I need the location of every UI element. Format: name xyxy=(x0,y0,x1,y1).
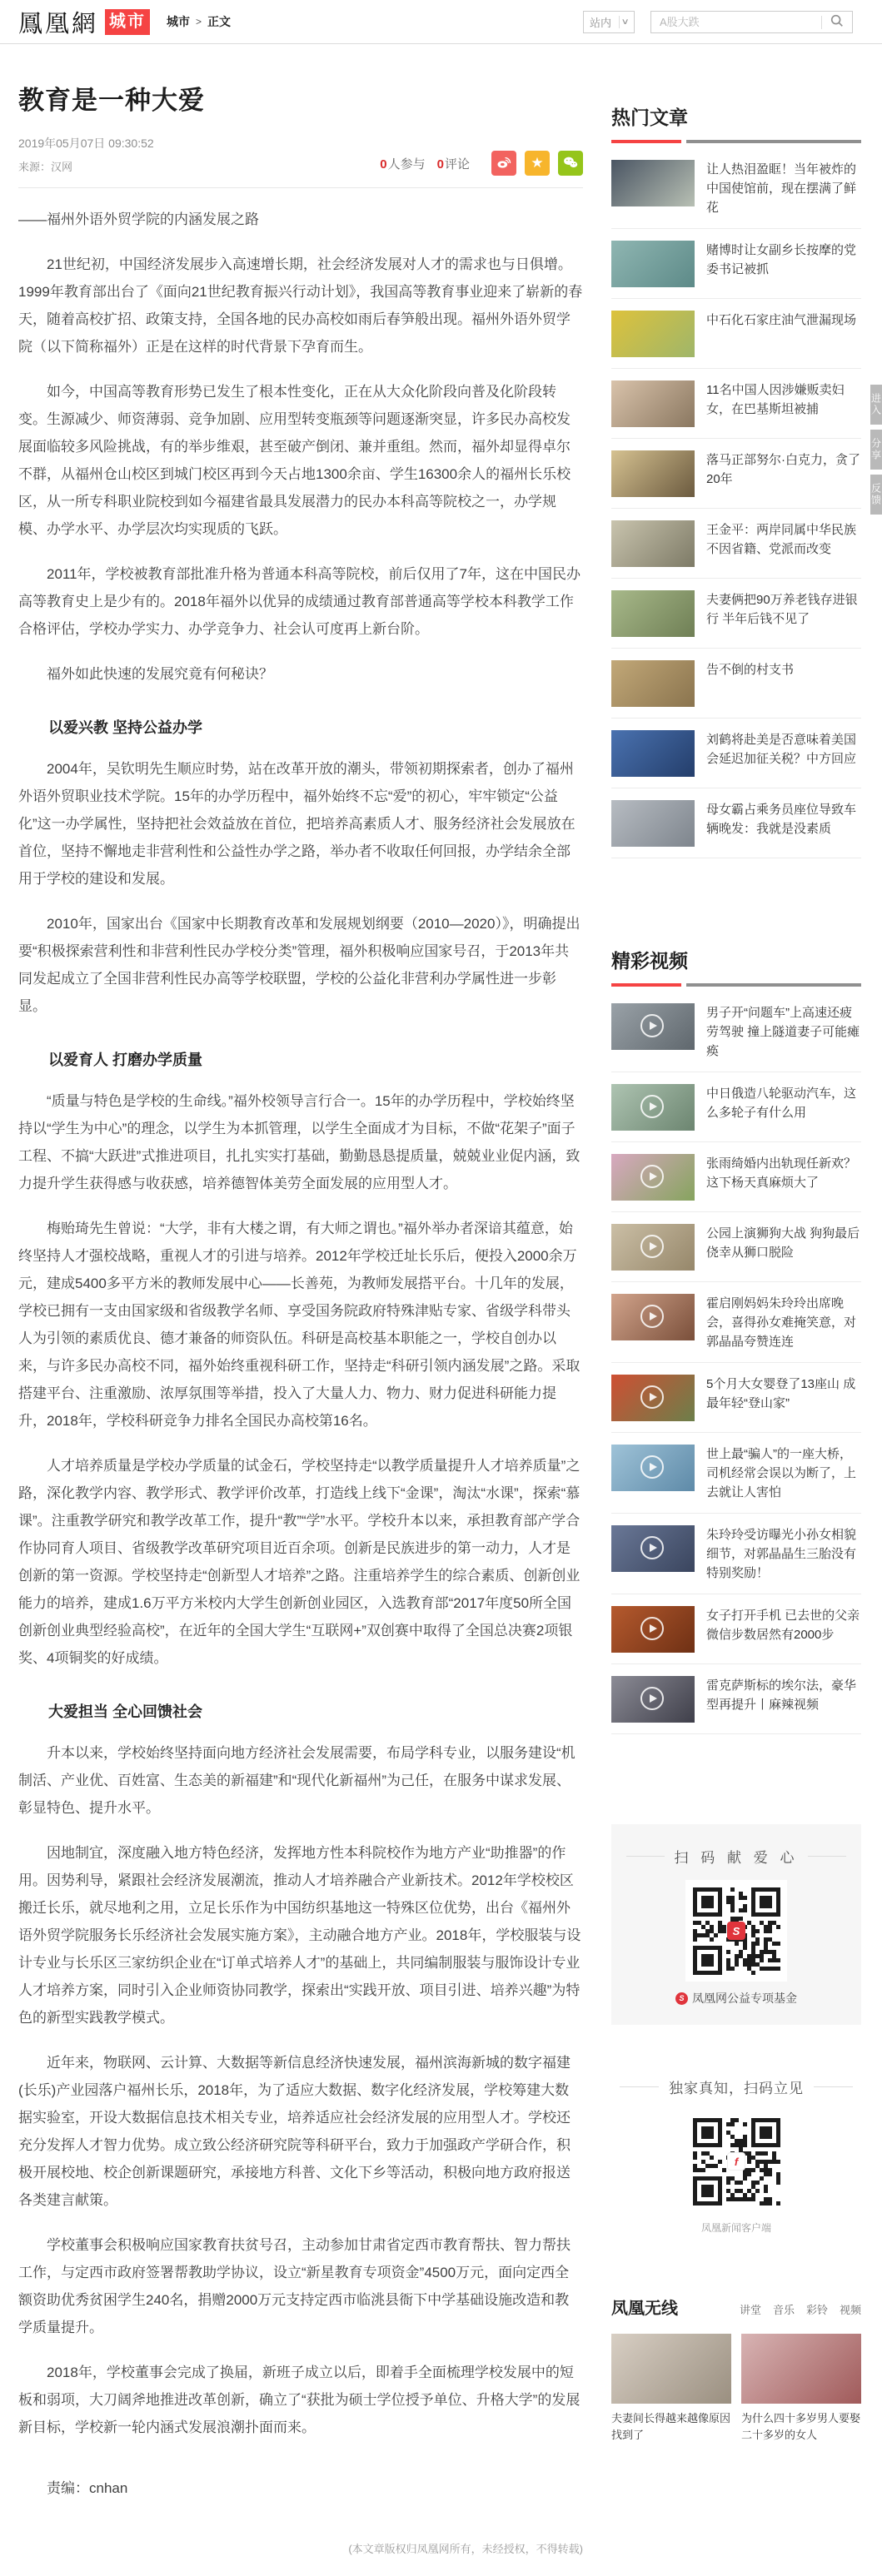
article-thumb xyxy=(611,730,695,777)
video-title[interactable]: 世上最“骗人”的一座大桥，司机经常会误以为断了，上去就让人害怕 xyxy=(706,1447,857,1499)
wireless-link[interactable]: 视频 xyxy=(839,2304,861,2316)
phoenix-dot-icon: S xyxy=(675,1992,688,2005)
video-thumb xyxy=(611,1375,695,1421)
video-thumb xyxy=(611,1525,695,1572)
wireless-card[interactable] xyxy=(611,2334,731,2444)
wireless-cards xyxy=(611,2334,861,2444)
floating-edge-tabs xyxy=(870,385,882,520)
play-icon xyxy=(640,1095,664,1118)
article-paragraph: 2010年，国家出台《国家中长期教育改革和发展规划纲要（2010—2020）》，明确提出要“积极探索营利性和非营利性民办学校分类”管理，福外积极响应国家号召，于2013年共同发起成立了全国非营利性民办高等学校联盟，学校的公益化非营利办学属性进一步彰显。 xyxy=(18,916,581,1014)
video-title[interactable]: 霍启刚妈妈朱玲玲出席晚会，喜得孙女难掩笑意，对郭晶晶夸赞连连 xyxy=(706,1296,857,1349)
ifeng-logo[interactable]: 鳳凰網 xyxy=(18,8,99,37)
wireless-card-caption[interactable]: 夫妻间长得越来越像原因找到了 xyxy=(611,2412,731,2441)
hot-article-item[interactable] xyxy=(611,649,861,719)
search-button[interactable] xyxy=(822,12,852,32)
article-paragraph: “质量与特色是学校的生命线。”福外校领导言行合一。15年的办学历程中，学校始终坚持以“学生为中心”的理念，以学生为本抓管理，以学生全面成才为目标，不做“花架子”面子工程、不搞“大跃进”式推进项目，扎扎实实打基础，勤勤恳恳提质量，兢兢业业促内涵，致力提升学生获得感与收获感，培养德智体美劳全面发展的应用型人才。 xyxy=(18,1093,581,1191)
article-paragraph: 福外如此快速的发展究竟有何秘诀？ xyxy=(47,666,273,682)
joined-stat: 0人参与 xyxy=(380,157,426,172)
wireless-section xyxy=(611,2295,861,2444)
ifeng-news-logo-icon: f xyxy=(727,2152,745,2171)
hot-articles-title: 热门文章 xyxy=(611,107,688,128)
share-wechat-button[interactable] xyxy=(558,151,583,176)
article-paragraph: ——福州外语外贸学院的内涵发展之路 xyxy=(18,211,259,227)
wireless-card-image xyxy=(611,2334,731,2404)
video-item[interactable] xyxy=(611,1514,861,1594)
article-paragraph: 梅贻琦先生曾说：“大学，非有大楼之谓，有大师之谓也。”福外举办者深谙其蕴意，始终坚持人才强校战略，重视人才的引进与培养。2012年学校迁址长乐后，便投入2000余万元，建成5400多平方米的教师发展中心——长善苑，为教师发展搭平台。十几年的发展，学校已拥有一支由国家级和省级教学名师、享受国务院政府特殊津贴专家、省级学科带头人为引领的素质优良、德才兼备的师资队伍。科研是高校基本职能之一，学校自创办以来，与许多民办高校不同，福外始终重视科研工作，坚持走“科研引领内涵发展”之路。采取搭建平台、注重激励、浓厚氛围等举措，投入了大量人力、物力、财力促进科研能力提升，2018年，学校科研竞争力排名全国民办高校第16名。 xyxy=(18,1221,581,1429)
article-paragraph: 2004年，吴钦明先生顺应时势，站在改革开放的潮头，带领初期探索者，创办了福州外语外贸职业技术学院。15年的办学历程中，福外始终不忘“爱”的初心，牢牢锁定“公益化”这一办学属性，坚持把社会效益放在首位，把培养高素质人才、服务经济社会发展放在首位，坚持不懈地走非营利性和公益性办学之路，举办者不收取任何回报，办学结余全部用于学校的建设和发展。 xyxy=(18,761,576,887)
hot-article-title[interactable]: 刘鹤将赴美是否意味着美国会延迟加征关税？中方回应 xyxy=(706,733,857,766)
phoenix-logo-icon: S xyxy=(727,1922,745,1940)
hot-article-item[interactable] xyxy=(611,788,861,858)
search-scope-label: 站内 xyxy=(590,17,612,29)
qr-charity-code xyxy=(685,1880,787,1982)
article-thumb xyxy=(611,660,695,707)
participation-stats xyxy=(380,155,470,172)
wireless-title: 凤凰无线 xyxy=(611,2300,678,2318)
video-item[interactable] xyxy=(611,1363,861,1433)
wireless-card-image xyxy=(741,2334,861,2404)
play-icon xyxy=(640,1536,664,1559)
video-item[interactable] xyxy=(611,1594,861,1664)
qr-charity-box xyxy=(611,1824,861,2025)
section-heading: 以爱育人 打磨办学质量 xyxy=(48,1052,202,1068)
share-qzone-button[interactable] xyxy=(525,151,550,176)
hot-article-item[interactable] xyxy=(611,509,861,579)
wireless-link[interactable]: 讲堂 xyxy=(739,2304,761,2316)
hot-article-title[interactable]: 中石化石家庄油气泄漏现场 xyxy=(706,313,857,327)
breadcrumb-separator: > xyxy=(196,16,202,27)
comments-stat[interactable]: 0评论 xyxy=(436,157,470,172)
videos-list xyxy=(611,992,861,1734)
video-item[interactable] xyxy=(611,1212,861,1282)
wechat-icon xyxy=(562,154,579,173)
videos-section xyxy=(611,946,861,1734)
qr-exclusive-caption: 凤凰新闻客户端 xyxy=(700,2222,771,2234)
article-paragraph: 近年来，物联网、云计算、大数据等新信息经济快速发展，福州滨海新城的数字福建(长乐)产业园落户福州长乐，2018年，为了适应大数据、数字化经济发展，学校筹建大数据实验室，开设大数据信息技术相关专业，培养适应社会经济发展的应用型人才。学校还充分发挥人才智力优势。成立致公经济研究院等科研平台，致力于加强政产学研合作，积极开展校地、校企创新课题研究，承接地方科普、文化下乡等活动，积极向地方政府报送各类建言献策。 xyxy=(18,2055,571,2208)
video-title[interactable]: 中日俄造八轮驱动汽车，这么多轮子有什么用 xyxy=(706,1087,857,1120)
hot-article-item[interactable] xyxy=(611,719,861,788)
weibo-icon xyxy=(496,154,512,173)
chevron-down-icon: ∨ xyxy=(620,17,630,27)
wireless-card[interactable] xyxy=(741,2334,861,2444)
article-paragraph: 因地制宜，深度融入地方特色经济，发挥地方性本科院校作为地方产业“助推器”的作用。因势利导，紧跟社会经济发展潮流，推动人才培养融合产业新技术。2012年学校校区搬迁长乐，就尽地利之用，立足长乐作为中国纺织基地这一特殊区位优势，出台《福州外语外贸学院服务长乐经济社会发展实施方案》，主动融合地方产业。2018年，学校服装与设计专业与长乐区三家纺织企业在“订单式培养人才”的基础上，共同编制服装与服饰设计专业人才培养方案，同时引入企业师资协同教学，探索出“实践开放、项目引进、培养兴趣”为特色的新型实践教学模式。 xyxy=(18,1845,581,2026)
video-thumb xyxy=(611,1606,695,1653)
article-paragraph: 学校董事会积极响应国家教育扶贫号召，主动参加甘肃省定西市教育帮扶、智力帮扶工作，与定西市政府签署帮教助学协议，设立“新星教育专项资金”4500万元，面向定西全额资助优秀贫困学生240名，捐赠2000万元支持定西市临洮县衙下中学基础设施改造和教学质量提升。 xyxy=(18,2237,571,2335)
article-thumb xyxy=(611,520,695,567)
video-thumb xyxy=(611,1676,695,1723)
floating-tab[interactable]: 进入 xyxy=(870,385,882,425)
article-thumb xyxy=(611,311,695,357)
video-thumb xyxy=(611,1294,695,1340)
videos-title: 精彩视频 xyxy=(611,950,688,972)
video-item[interactable] xyxy=(611,992,861,1072)
article-paragraph: 21世纪初，中国经济发展步入高速增长期，社会经济发展对人才的需求也与日俱增。1999年教育部出台了《面向21世纪教育振兴行动计划》，我国高等教育事业迎来了崭新的春天，随着高校扩招、政策支持，全国各地的民办高校如雨后春笋般出现。福州外语外贸学院（以下简称福外）正是在这样的时代背景下孕育而生。 xyxy=(18,256,583,355)
search-input[interactable] xyxy=(651,12,821,32)
hot-article-item[interactable] xyxy=(611,369,861,439)
video-item[interactable] xyxy=(611,1072,861,1142)
wireless-link[interactable]: 彩铃 xyxy=(805,2304,828,2316)
hot-article-title[interactable]: 告不倒的村支书 xyxy=(706,663,795,677)
publish-time: 2019年05月07日 09:30:52 xyxy=(18,137,154,150)
video-title[interactable]: 女子打开手机 已去世的父亲微信步数居然有2000步 xyxy=(706,1609,860,1642)
scope-divider xyxy=(619,16,620,28)
breadcrumb-current: 正文 xyxy=(207,15,232,28)
search-scope-dropdown[interactable] xyxy=(583,11,635,33)
article-title: 教育是一种大爱 xyxy=(18,86,205,115)
video-title[interactable]: 5个月大女婴登了13座山 成最年轻“登山家” xyxy=(706,1377,856,1410)
video-title[interactable]: 男子开“问题车”上高速还疲劳驾驶 撞上隧道妻子可能瘫痪 xyxy=(706,1006,860,1058)
hot-article-item[interactable] xyxy=(611,148,861,229)
sidebar xyxy=(611,44,861,2444)
play-icon xyxy=(640,1385,664,1409)
play-icon xyxy=(640,1014,664,1037)
search-area xyxy=(583,11,853,33)
article-body xyxy=(18,206,583,2441)
video-thumb xyxy=(611,1084,695,1131)
main-layout xyxy=(0,44,882,2576)
qr-exclusive-code xyxy=(685,2111,787,2212)
qr-charity-caption: S 凤凰网公益专项基金 xyxy=(626,1990,846,2007)
article-paragraph: 升本以来，学校始终坚持面向地方经济社会发展需要，布局学科专业，以服务建设“机制活、产业优、百姓富、生态美的新福建”和“现代化新福州”为己任，在服务中谋求发展、彰显特色、提升水平。 xyxy=(18,1745,576,1816)
article-thumb xyxy=(611,800,695,847)
wireless-links xyxy=(740,2301,861,2317)
section-heading: 大爱担当 全心回馈社会 xyxy=(48,1703,202,1720)
video-item[interactable] xyxy=(611,1282,861,1363)
play-icon xyxy=(640,1455,664,1479)
video-thumb xyxy=(611,1445,695,1491)
article-thumb xyxy=(611,450,695,497)
qzone-star-icon: ★ xyxy=(531,155,544,171)
floating-tab[interactable]: 分享 xyxy=(870,430,882,470)
video-title[interactable]: 雷克萨斯标的埃尔法，豪华型再提升丨麻辣视频 xyxy=(706,1678,857,1712)
video-thumb xyxy=(611,1003,695,1050)
hot-articles-section xyxy=(611,102,861,858)
play-icon xyxy=(640,1617,664,1640)
wireless-header xyxy=(611,2295,861,2319)
search-box xyxy=(650,11,853,33)
video-thumb xyxy=(611,1224,695,1271)
article-thumb xyxy=(611,380,695,427)
video-item[interactable] xyxy=(611,1142,861,1212)
play-icon xyxy=(640,1235,664,1258)
breadcrumb-channel[interactable]: 城市 xyxy=(167,15,191,28)
article-paragraph: 2018年，学校董事会完成了换届，新班子成立以后，即着手全面梳理学校发展中的短板和弱项，大刀阔斧地推进改革创新，确立了“获批为硕士学位授予单位、升格大学”的发展新目标，学校新一轮内涵式发展浪潮扑面而来。 xyxy=(18,2365,581,2435)
qr-exclusive-title: 独家真知，扫码立见 xyxy=(669,2081,804,2096)
article-thumb xyxy=(611,590,695,637)
section-underline xyxy=(611,983,861,987)
source-link[interactable]: 汉网 xyxy=(51,161,73,173)
article-thumb xyxy=(611,160,695,206)
article-column xyxy=(18,44,583,2576)
section-heading: 以爱兴教 坚持公益办学 xyxy=(48,719,202,736)
video-item[interactable] xyxy=(611,1433,861,1514)
play-icon xyxy=(640,1687,664,1710)
floating-tab[interactable]: 反馈 xyxy=(870,475,882,515)
copyright-note: (本文章版权归凤凰网所有，未经授权，不得转载) xyxy=(348,2543,583,2555)
hot-article-item[interactable] xyxy=(611,579,861,649)
share-weibo-button[interactable] xyxy=(491,151,516,176)
video-title[interactable]: 张雨绮婚内出轨现任新欢？这下杨天真麻烦大了 xyxy=(706,1156,857,1190)
hot-article-title[interactable]: 夫妻俩把90万养老钱存进银行 半年后钱不见了 xyxy=(706,593,858,626)
video-title[interactable]: 朱玲玲受访曝光小孙女相貌细节，对郭晶晶生三胎没有特别奖励！ xyxy=(706,1528,857,1580)
article-paragraph: 如今，中国高等教育形势已发生了根本性变化，正在从大众化阶段向普及化阶段转变。生源减少、师资薄弱、竞争加剧、应用型转变瓶颈等问题逐渐突显，许多民办高校发展面临较多风险挑战，有的举步维艰，甚至破产倒闭、兼并重组。然而，福外却显得卓尔不群，从福州仓山校区到城门校区再到今天占地1300余亩、学生16300余人的福州长乐校区，从一所专科职业院校到如今福建省最具发展潜力的民办本科高等院校之一，办学规模、办学水平、办学层次均实现质的飞跃。 xyxy=(18,384,571,537)
article-paragraph: 人才培养质量是学校办学质量的试金石，学校坚持走“以教学质量提升人才培养质量”之路，深化教学内容、教学形式、教学评价改革，打造线上线下“金课”，淘汰“水课”，探索“慕课”。注重教学研究和教学改革工作，提升“教”“学”水平。学校升本以来，承担教育部产学合作协同育人项目、省级教学改革研究项目近百余项。创新是民族进步的第一动力，人才是创新的第一资源。学校坚持走“创新型人才培养”之路。注重培养学生的综合素质、创新创业能力的培养，建成1.6万平方米校内大学生创新创业园区，入选教育部“2017年度50所全国创新创业典型经验高校”，在近年的全国大学生“互联网+”双创赛中取得了全国总决赛2项银奖、4项铜奖的好成绩。 xyxy=(18,1458,581,1666)
section-underline xyxy=(611,140,861,143)
channel-badge[interactable]: 城市 xyxy=(105,9,150,35)
play-icon xyxy=(640,1305,664,1328)
qr-charity-title: 扫 码 献 爱 心 xyxy=(674,1850,799,1866)
hot-article-title[interactable]: 赌博时让女副乡长按摩的党委书记被抓 xyxy=(706,243,857,276)
play-icon xyxy=(640,1165,664,1188)
hot-article-item[interactable] xyxy=(611,439,861,509)
qr-exclusive-header xyxy=(620,2076,853,2097)
video-title[interactable]: 公园上演狮狗大战 狗狗最后侥幸从狮口脱险 xyxy=(706,1226,860,1260)
video-thumb xyxy=(611,1154,695,1201)
source-label: 来源： xyxy=(18,161,52,173)
video-item[interactable] xyxy=(611,1664,861,1734)
qr-charity-header xyxy=(626,1846,846,1867)
article-meta xyxy=(18,135,583,188)
meta-actions xyxy=(380,151,583,176)
hot-article-title[interactable]: 让人热泪盈眶！当年被炸的中国使馆前，现在摆满了鲜花 xyxy=(706,162,857,215)
editor-line: 责编：cnhan xyxy=(47,2480,128,2496)
top-bar xyxy=(0,0,882,44)
qr-exclusive-box xyxy=(611,2076,861,2235)
article-paragraph: 2011年，学校被教育部批准升格为普通本科高等院校，前后仅用了7年，这在中国民办高等教育史上是少有的。2018年福外以优异的成绩通过教育部普通高等学校本科教学工作合格评估，学校办学实力、办学竞争力、社会认可度再上新台阶。 xyxy=(18,566,581,637)
hot-article-title[interactable]: 11名中国人因涉嫌贩卖妇女，在巴基斯坦被捕 xyxy=(706,383,845,416)
hot-article-item[interactable] xyxy=(611,299,861,369)
article-thumb xyxy=(611,241,695,287)
hot-article-title[interactable]: 落马正部努尔·白克力，贪了20年 xyxy=(706,453,860,486)
hot-article-item[interactable] xyxy=(611,229,861,299)
wireless-link[interactable]: 音乐 xyxy=(772,2304,795,2316)
hot-article-title[interactable]: 母女霸占乘务员座位导致车辆晚发：我就是没素质 xyxy=(706,803,857,836)
search-icon xyxy=(830,13,845,31)
hot-article-title[interactable]: 王金平：两岸同属中华民族 不因省籍、党派而改变 xyxy=(706,523,857,556)
hot-articles-list xyxy=(611,148,861,858)
wireless-card-caption[interactable]: 为什么四十多岁男人要娶二十多岁的女人 xyxy=(741,2412,861,2441)
breadcrumb xyxy=(167,13,231,30)
